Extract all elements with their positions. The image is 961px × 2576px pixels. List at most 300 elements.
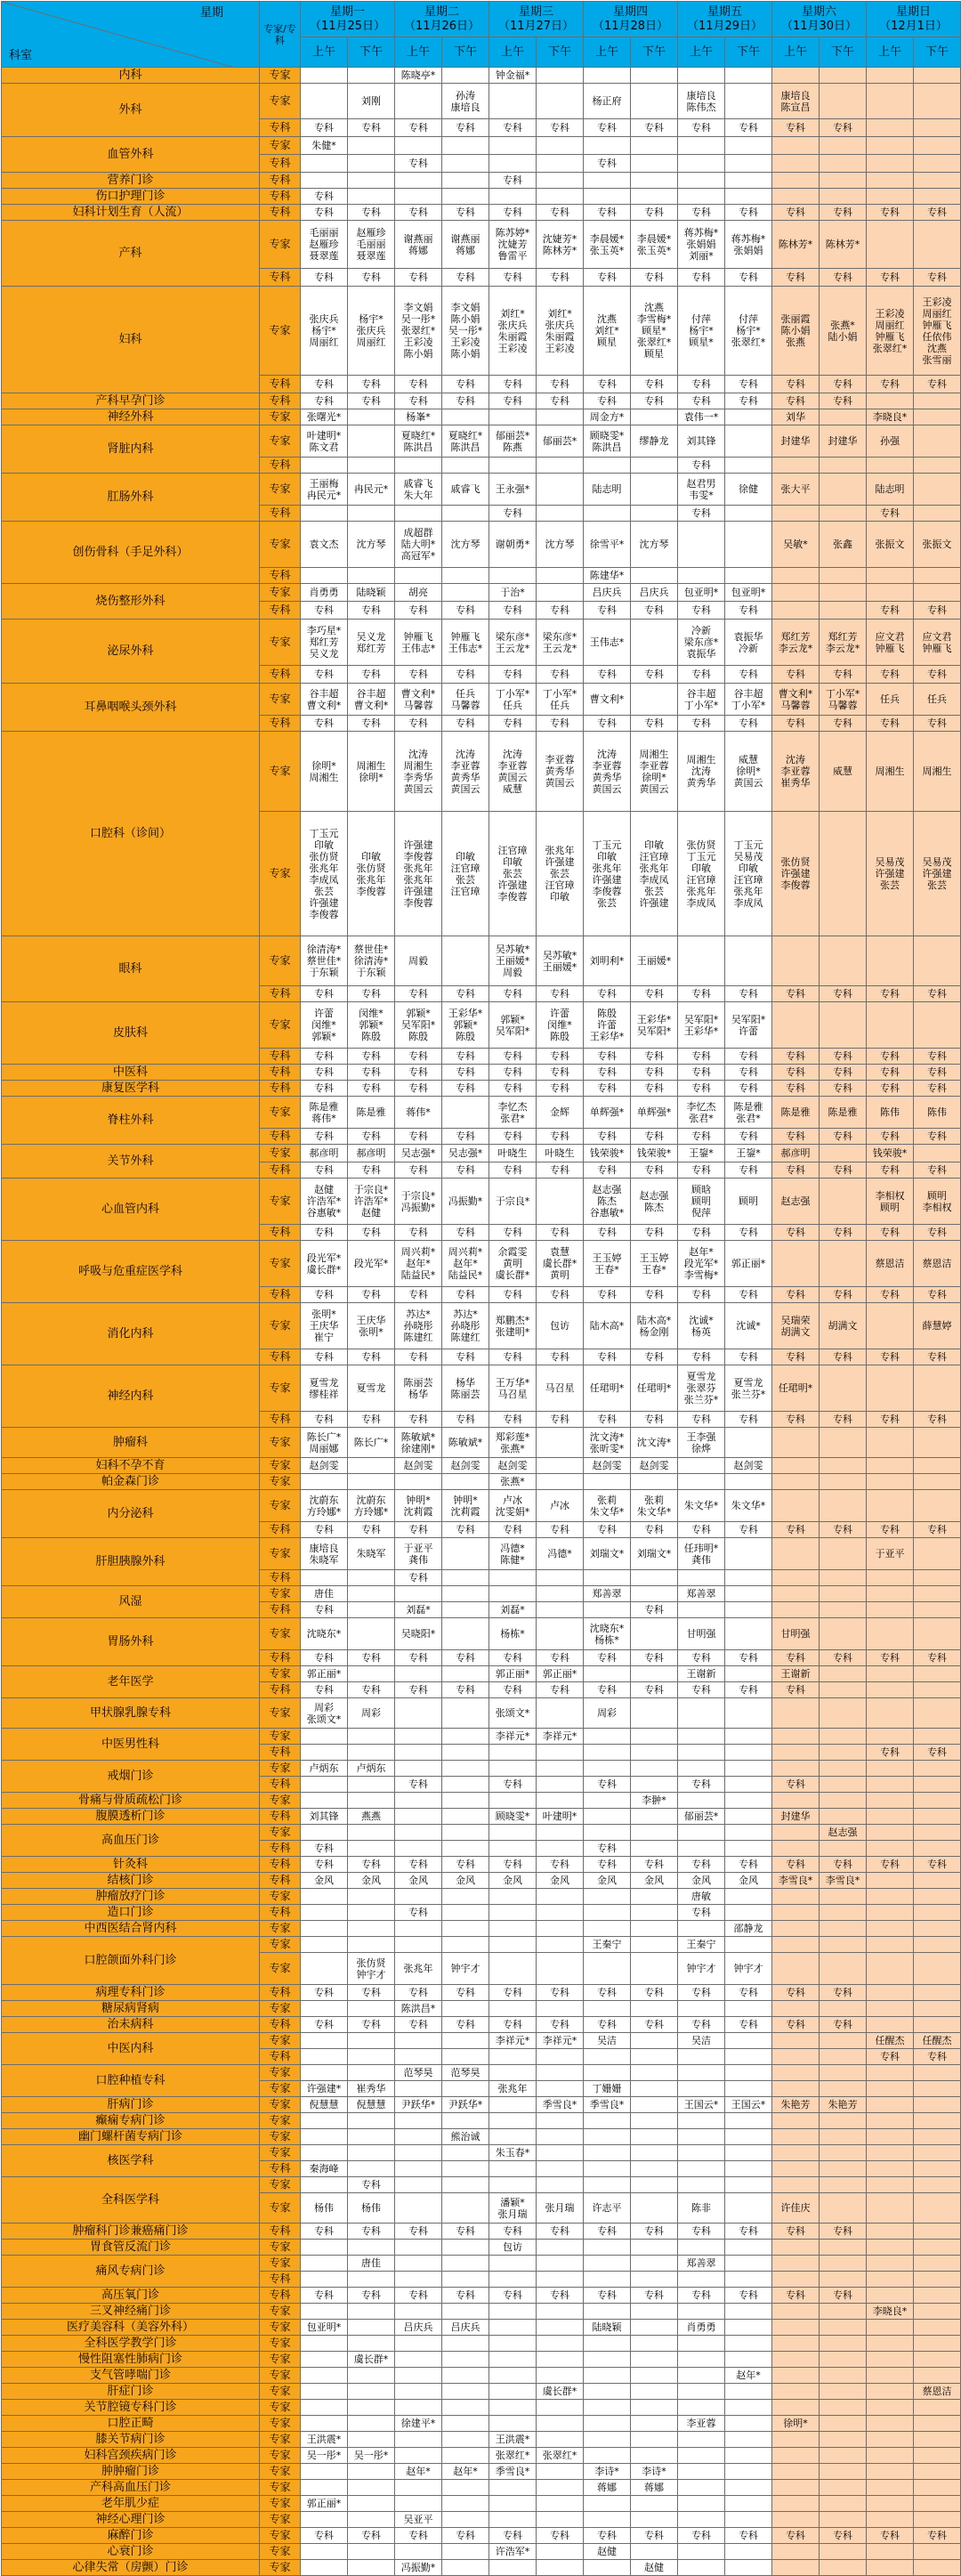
schedule-cell: 赵志强 (820, 1825, 867, 1841)
schedule-cell: 专科 (348, 716, 395, 732)
schedule-cell: 赵志强 陈杰 谷惠敏* (584, 1179, 631, 1225)
clinic-type: 专家 (260, 2033, 301, 2049)
schedule-cell: 专科 (820, 1522, 867, 1538)
schedule-cell: 赵剑雯 (584, 1458, 631, 1474)
schedule-cell (867, 1793, 914, 1809)
schedule-cell: 任兵 (914, 684, 961, 716)
schedule-cell: 专科 (348, 602, 395, 620)
schedule-cell: 专科 (301, 269, 348, 287)
schedule-cell (631, 2161, 678, 2177)
clinic-type: 专家 (260, 2081, 301, 2097)
schedule-row (2, 173, 961, 189)
schedule-cell (867, 1985, 914, 2001)
schedule-cell: 沈燕 李雪梅* 顾星* 张翠红* 顾星 (631, 287, 678, 376)
schedule-cell (678, 2177, 725, 2193)
schedule-cell: 专科 (395, 1777, 442, 1793)
schedule-cell (537, 1474, 584, 1490)
schedule-row (2, 2352, 961, 2368)
schedule-cell (348, 173, 395, 189)
schedule-cell (442, 1809, 489, 1825)
schedule-row (2, 1474, 961, 1490)
schedule-cell (820, 2113, 867, 2129)
schedule-cell (442, 2304, 489, 2320)
schedule-cell: 专科 (301, 2224, 348, 2240)
schedule-cell: 蒋娜 (631, 2480, 678, 2496)
department-name: 腹膜透析门诊 (2, 1809, 260, 1825)
schedule-cell: 邵静龙 (725, 1921, 772, 1937)
schedule-row (2, 68, 961, 84)
schedule-cell (772, 2464, 820, 2480)
department-name: 胃食管反流门诊 (2, 2240, 260, 2256)
department-name: 心律失常（房颤）门诊 (2, 2560, 260, 2576)
schedule-cell (867, 1937, 914, 1953)
clinic-type: 专科 (260, 1841, 301, 1857)
schedule-cell (820, 1793, 867, 1809)
schedule-cell: 钟宇才 (442, 1953, 489, 1985)
schedule-cell (395, 2193, 442, 2224)
schedule-cell: 任醒杰 (914, 2033, 961, 2049)
schedule-cell: 陈林芳* (772, 221, 820, 269)
schedule-cell (725, 2177, 772, 2193)
schedule-cell (301, 2001, 348, 2017)
schedule-row (2, 409, 961, 425)
schedule-cell (820, 2001, 867, 2017)
schedule-cell: 专科 (348, 1065, 395, 1081)
schedule-cell (867, 393, 914, 409)
schedule-cell: 熊治诚 (442, 2129, 489, 2145)
schedule-cell (631, 684, 678, 716)
schedule-cell (772, 189, 820, 205)
schedule-cell: 钱荣骏* (584, 1145, 631, 1162)
schedule-cell (867, 173, 914, 189)
schedule-cell (820, 568, 867, 584)
schedule-cell (631, 2368, 678, 2384)
schedule-cell: 夏晓红* 陈洪昌 (442, 425, 489, 458)
schedule-cell (914, 1428, 961, 1458)
day-name: 星期六 (801, 4, 836, 19)
schedule-cell (867, 568, 914, 584)
schedule-cell (772, 2177, 820, 2193)
day-name: 星期五 (707, 4, 742, 19)
schedule-row (2, 1905, 961, 1921)
schedule-cell: 袁伟一* (678, 409, 725, 425)
schedule-cell: 专科 (489, 1049, 537, 1065)
schedule-cell (772, 602, 820, 620)
schedule-row (2, 2145, 961, 2161)
schedule-cell (631, 1777, 678, 1793)
schedule-cell (395, 2033, 442, 2049)
schedule-cell (725, 2001, 772, 2017)
schedule-cell (537, 1745, 584, 1761)
schedule-cell (348, 1777, 395, 1793)
schedule-cell (442, 68, 489, 84)
schedule-cell: 专科 (584, 716, 631, 732)
clinic-type: 专家 (260, 2065, 301, 2081)
schedule-row (2, 1458, 961, 1474)
schedule-cell: 专科 (442, 1225, 489, 1241)
schedule-cell: 专科 (489, 1985, 537, 2001)
schedule-cell: 周毅 (395, 936, 442, 986)
schedule-cell (442, 1793, 489, 1809)
schedule-cell (584, 1745, 631, 1761)
schedule-cell: 专科 (584, 205, 631, 221)
department-name: 神经外科 (2, 409, 260, 425)
clinic-type: 专家 (260, 2240, 301, 2256)
schedule-cell: 张颂文* (489, 1698, 537, 1729)
schedule-cell: 专科 (772, 1349, 820, 1365)
schedule-cell: 专科 (631, 602, 678, 620)
schedule-cell: 刘明利* (584, 936, 631, 986)
schedule-cell: 专科 (867, 1349, 914, 1365)
schedule-cell: 专科 (584, 2528, 631, 2544)
schedule-cell (772, 568, 820, 584)
am-header: 上午 (584, 37, 631, 68)
schedule-cell (489, 2320, 537, 2336)
schedule-cell (584, 2145, 631, 2161)
schedule-cell (537, 2544, 584, 2560)
schedule-cell: 包访 (489, 2240, 537, 2256)
schedule-cell (772, 1937, 820, 1953)
schedule-cell (537, 2352, 584, 2368)
schedule-cell (867, 1458, 914, 1474)
schedule-cell (772, 1002, 820, 1049)
schedule-cell (914, 1777, 961, 1793)
schedule-cell (395, 173, 442, 189)
schedule-cell (914, 2001, 961, 2017)
department-name: 妇科计划生育（人流） (2, 205, 260, 221)
schedule-cell: 专科 (442, 269, 489, 287)
type-header: 专家/专科 (260, 2, 301, 68)
schedule-cell: 陈丽芸 杨华 (395, 1365, 442, 1412)
schedule-cell (348, 68, 395, 84)
schedule-cell: 吴易茂 许强建 张芸 (867, 812, 914, 936)
schedule-cell (678, 2368, 725, 2384)
schedule-cell: 朱文华* (725, 1490, 772, 1522)
schedule-cell: 专科 (395, 1225, 442, 1241)
schedule-cell (772, 2240, 820, 2256)
schedule-cell: 顾明 (725, 1179, 772, 1225)
schedule-cell (489, 568, 537, 584)
clinic-type: 专科 (260, 1225, 301, 1241)
schedule-cell (395, 2049, 442, 2065)
schedule-cell: 张燕* (489, 1474, 537, 1490)
schedule-cell: 专科 (772, 1650, 820, 1666)
schedule-cell: 张明* 王庆华 崔宁 (301, 1303, 348, 1349)
schedule-cell (867, 458, 914, 474)
schedule-cell (584, 2129, 631, 2145)
schedule-cell (867, 2544, 914, 2560)
schedule-cell (725, 1570, 772, 1586)
schedule-cell (395, 1841, 442, 1857)
schedule-cell (914, 1729, 961, 1745)
clinic-type: 专家 (260, 2336, 301, 2352)
schedule-cell: 陈是雅 (772, 1097, 820, 1129)
clinic-type: 专家 (260, 474, 301, 506)
schedule-cell: 康培良 陈宣昌 (772, 84, 820, 119)
schedule-cell (301, 2384, 348, 2400)
schedule-cell (772, 458, 820, 474)
schedule-cell: 李晨媛* 张玉英* (584, 221, 631, 269)
schedule-cell: 专科 (489, 376, 537, 393)
schedule-cell: 王鋆* (678, 1145, 725, 1162)
schedule-cell (489, 2001, 537, 2017)
schedule-cell (537, 2272, 584, 2288)
schedule-cell: 专科 (395, 1522, 442, 1538)
schedule-cell (348, 2304, 395, 2320)
schedule-cell (442, 2400, 489, 2416)
schedule-cell: 专科 (584, 1225, 631, 1241)
schedule-cell: 专科 (725, 1162, 772, 1179)
department-name: 妇科宫颈疾病门诊 (2, 2448, 260, 2464)
clinic-type: 专家 (260, 1761, 301, 1777)
schedule-cell (725, 2384, 772, 2400)
schedule-cell (631, 2081, 678, 2097)
schedule-cell (725, 2113, 772, 2129)
schedule-cell: 金风 (631, 1873, 678, 1889)
schedule-cell: 专科 (820, 205, 867, 221)
am-header: 上午 (867, 37, 914, 68)
clinic-type: 专家 (260, 1953, 301, 1985)
schedule-cell: 专科 (537, 1225, 584, 1241)
schedule-cell (395, 1474, 442, 1490)
schedule-cell (537, 1602, 584, 1618)
schedule-cell (678, 2240, 725, 2256)
schedule-cell: 专科 (678, 1162, 725, 1179)
schedule-cell (442, 2416, 489, 2432)
schedule-row (2, 1145, 961, 1162)
schedule-cell (395, 2480, 442, 2496)
schedule-cell: 吴一彤* (348, 2448, 395, 2464)
schedule-cell: 沈文涛* (631, 1428, 678, 1458)
schedule-cell (395, 2272, 442, 2288)
department-name: 神经心理门诊 (2, 2512, 260, 2528)
schedule-cell (348, 2368, 395, 2384)
schedule-cell: 专科 (772, 2288, 820, 2304)
schedule-cell: 李诗* (631, 2464, 678, 2480)
schedule-cell (914, 2113, 961, 2129)
schedule-row (2, 1889, 961, 1905)
department-name: 医疗美容科（美容外科） (2, 2320, 260, 2336)
department-name: 膝关节病门诊 (2, 2432, 260, 2448)
schedule-cell: 专科 (395, 666, 442, 684)
schedule-cell: 专科 (725, 2528, 772, 2544)
schedule-cell: 闵维* 郭颖* 陈殷 (348, 1002, 395, 1049)
schedule-cell: 专科 (442, 666, 489, 684)
schedule-cell: 康培良 陈伟杰 (678, 84, 725, 119)
department-name: 痛风专病门诊 (2, 2256, 260, 2288)
schedule-cell: 张兆年 (395, 1953, 442, 1985)
schedule-cell: 专科 (725, 1522, 772, 1538)
schedule-cell (348, 1666, 395, 1682)
clinic-type: 专科 (260, 1985, 301, 2001)
schedule-cell: 专科 (537, 205, 584, 221)
schedule-cell (678, 2272, 725, 2288)
schedule-cell (820, 2049, 867, 2065)
clinic-type: 专科 (260, 666, 301, 684)
schedule-cell: 专科 (442, 205, 489, 221)
schedule-cell (725, 1905, 772, 1921)
schedule-cell: 王伟志* (584, 620, 631, 666)
department-name: 帕金森门诊 (2, 1474, 260, 1490)
schedule-cell: 专科 (301, 189, 348, 205)
schedule-cell (725, 425, 772, 458)
schedule-cell (820, 2177, 867, 2193)
schedule-cell: 专科 (348, 1650, 395, 1666)
schedule-cell (442, 584, 489, 602)
pm-header: 下午 (537, 37, 584, 68)
schedule-cell: 专科 (772, 2224, 820, 2240)
schedule-cell (395, 84, 442, 119)
schedule-cell: 谢燕丽 蒋娜 (442, 221, 489, 269)
schedule-cell: 专科 (584, 376, 631, 393)
schedule-cell (914, 2288, 961, 2304)
clinic-type: 专家 (260, 1365, 301, 1412)
schedule-cell: 张莉 朱文华* (584, 1490, 631, 1522)
schedule-cell: 沈蔚东 方玲娜* (348, 1490, 395, 1522)
schedule-cell (584, 1761, 631, 1777)
schedule-cell (631, 1761, 678, 1777)
schedule-cell: 专科 (867, 1081, 914, 1097)
schedule-cell: 沈晓东* 杨栋* (584, 1618, 631, 1650)
schedule-cell: 专科 (631, 269, 678, 287)
schedule-cell: 丁玉元 吴易茂 印敏 汪官璋 张兆年 李成凤 (725, 812, 772, 936)
schedule-cell: 专科 (442, 1349, 489, 1365)
schedule-cell (914, 1793, 961, 1809)
schedule-cell (537, 2464, 584, 2480)
schedule-cell: 专科 (489, 506, 537, 522)
schedule-cell: 专科 (678, 602, 725, 620)
schedule-cell: 甘明强 (772, 1618, 820, 1650)
schedule-cell (867, 1905, 914, 1921)
clinic-type: 专家 (260, 522, 301, 568)
clinic-type: 专科 (260, 1570, 301, 1586)
schedule-cell (489, 1761, 537, 1777)
schedule-cell (489, 2368, 537, 2384)
schedule-cell (820, 812, 867, 936)
schedule-cell: 专科 (678, 716, 725, 732)
schedule-cell: 蒋娜 (584, 2480, 631, 2496)
schedule-cell: 专科 (348, 1857, 395, 1873)
schedule-cell: 沈涛 李亚蓉 崔秀华 (772, 732, 820, 812)
schedule-cell: 专科 (348, 1049, 395, 1065)
schedule-cell (678, 2161, 725, 2177)
schedule-cell: 陆志明 (867, 474, 914, 506)
department-name: 皮肤科 (2, 1002, 260, 1065)
schedule-cell: 专科 (678, 986, 725, 1002)
schedule-cell: 专科 (772, 1985, 820, 2001)
schedule-cell: 专科 (301, 1287, 348, 1303)
department-name: 胃肠外科 (2, 1618, 260, 1666)
schedule-cell: 成超群 陆大明* 高冠军* (395, 522, 442, 568)
schedule-cell (395, 2145, 442, 2161)
schedule-cell (820, 1953, 867, 1985)
schedule-cell: 陈晓亭* (395, 68, 442, 84)
schedule-cell (678, 1841, 725, 1857)
schedule-cell: 专科 (914, 986, 961, 1002)
schedule-cell (348, 2145, 395, 2161)
schedule-cell: 张庆兵 杨宇* 周丽红 (301, 287, 348, 376)
schedule-cell: 专科 (725, 1985, 772, 2001)
schedule-cell (489, 189, 537, 205)
schedule-cell (348, 2464, 395, 2480)
schedule-cell: 专科 (584, 1065, 631, 1081)
schedule-cell: 专科 (725, 2017, 772, 2033)
schedule-cell (725, 2320, 772, 2336)
department-name: 产科高血压门诊 (2, 2480, 260, 2496)
schedule-cell: 王丽媛* (631, 936, 678, 986)
department-name: 肾脏内科 (2, 425, 260, 474)
schedule-cell: 肖勇勇 (678, 2320, 725, 2336)
department-name: 慢性阻塞性肺病门诊 (2, 2352, 260, 2368)
schedule-cell (584, 2400, 631, 2416)
schedule-cell (631, 2129, 678, 2145)
schedule-cell (584, 1666, 631, 1682)
day-date: （11月30日） (780, 19, 858, 33)
clinic-type: 专科 (260, 2049, 301, 2065)
schedule-cell: 专科 (584, 1857, 631, 1873)
schedule-cell: 蔡恩洁 (914, 2384, 961, 2400)
schedule-cell (631, 2512, 678, 2528)
schedule-row (2, 2496, 961, 2512)
schedule-cell (820, 1889, 867, 1905)
schedule-cell (867, 1729, 914, 1745)
schedule-cell (631, 1937, 678, 1953)
schedule-cell: 谷丰超 丁小军* (725, 684, 772, 716)
schedule-cell: 专科 (820, 716, 867, 732)
schedule-cell (631, 2544, 678, 2560)
department-name: 关节外科 (2, 1145, 260, 1179)
schedule-cell: 陆志明 (584, 474, 631, 506)
schedule-cell (820, 1602, 867, 1618)
schedule-cell: 李文娟 吴一彤* 张翠红* 王彩凌 陈小娟 (395, 287, 442, 376)
schedule-cell (678, 2081, 725, 2097)
schedule-cell (395, 2352, 442, 2368)
schedule-cell (772, 2304, 820, 2320)
schedule-row (2, 2129, 961, 2145)
schedule-cell (678, 2384, 725, 2400)
schedule-row (2, 2224, 961, 2240)
schedule-row (2, 1303, 961, 1349)
schedule-cell: 专科 (395, 1129, 442, 1145)
schedule-cell: 专科 (395, 2528, 442, 2544)
schedule-cell (489, 1953, 537, 1985)
schedule-cell: 专科 (725, 376, 772, 393)
schedule-cell: 李相权 顾明 (867, 1179, 914, 1225)
schedule-cell (772, 2001, 820, 2017)
schedule-cell (678, 2448, 725, 2464)
schedule-cell (772, 2145, 820, 2161)
schedule-cell (631, 1570, 678, 1586)
schedule-cell: 专科 (395, 2224, 442, 2240)
schedule-cell: 专科 (678, 1682, 725, 1698)
schedule-cell (395, 1889, 442, 1905)
schedule-cell (914, 2480, 961, 2496)
schedule-cell (348, 2512, 395, 2528)
schedule-cell (348, 189, 395, 205)
schedule-cell (725, 936, 772, 986)
department-name: 结核门诊 (2, 1873, 260, 1889)
schedule-cell (725, 409, 772, 425)
schedule-cell: 专科 (348, 1682, 395, 1698)
schedule-cell (914, 221, 961, 269)
schedule-cell (301, 2049, 348, 2065)
schedule-cell (537, 1698, 584, 1729)
schedule-row (2, 2288, 961, 2304)
schedule-cell: 专科 (678, 506, 725, 522)
schedule-cell: 吴易茂 许强建 张芸 (914, 812, 961, 936)
schedule-cell (537, 2320, 584, 2336)
schedule-cell (678, 155, 725, 173)
